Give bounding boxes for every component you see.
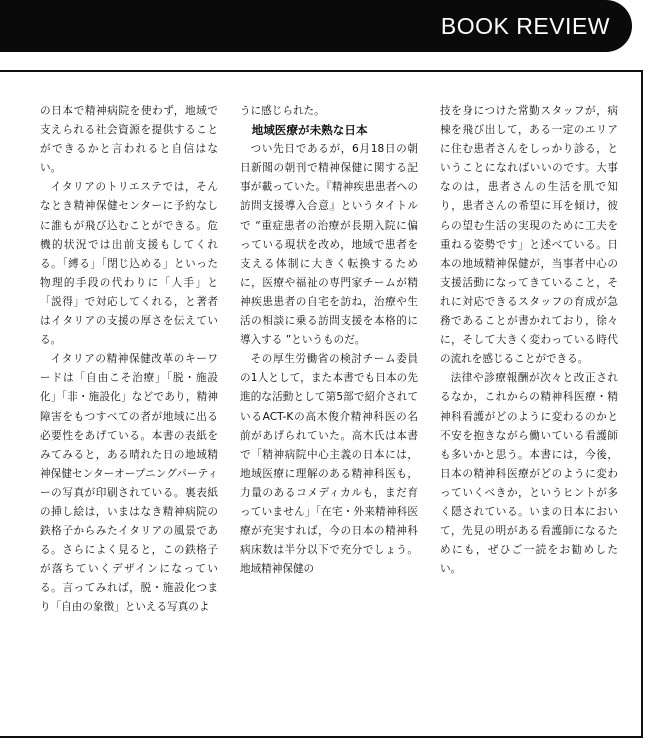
- paragraph: イタリアの精神保健改革のキーワードは「自由こそ治療」「脱・施設化」「非・施設化」などであり，精神障害をもつすべての者が地域に出る必要性をあげている。本書の表紙をみてみると，ある晴れた日の地域精神保健センターオープニングパーティーの写真が印刷されている。裏表紙の挿し絵は，いまはなき精神病院の鉄格子からみたイタリアの風景である。さらによく見ると，この鉄格子が落ちていくデザインになっている。言ってみれば，脱・施設化つまり「自由の象徴」といえる写真のよ: [40, 353, 218, 614]
- text-column-3: [440, 102, 618, 579]
- paragraph: イタリアのトリエステでは，そんなとき精神保健センターに予約なしに誰もが飛び込むことができる。危機的状況では出前支援もしてくれる。「縛る」「閉じ込める」といった物理的手段の代わりに「人手」と「説得」で対応してくれる，と著者はイタリアの支援の厚さを伝えている。: [40, 181, 218, 347]
- paragraph: その厚生労働省の検討チーム委員の1人として，また本書でも日本の先進的な活動として第5部で紹介されているACT-Kの高木俊介精神科医の名前があげられていた。高木氏は本書で「精神病院中心主義の日本には，地域医療に理解のある精神科医も，力量のあるコメディカルも，まだ育っていません」「在宅・外来精神科医療が充実すれば，今の日本の精神科病床数は半分以下で充分でしょう。地域精神保健の: [240, 353, 418, 576]
- section-title: BOOK REVIEW: [440, 13, 610, 39]
- paragraph: 技を身につけた常勤スタッフが，病棟を飛び出して，ある一定のエリアに住む患者さんをしっかり診る，ということになればいいのです。大事なのは，患者さんの生活を肌で知り，患者さんの希望に耳を傾け，彼らの望む生活の実現のために工夫を重ねる姿勢です」と述べている。日本の地域精神保健が，当事者中心の支援活動になってきていること，それに対応できるスタッフの育成が急務であることが書かれており，徐々に，そして大きく変わっている時代の流れを感じることができる。: [440, 105, 618, 366]
- paragraph: うに感じられた。: [240, 105, 325, 117]
- paragraph: つい先日であるが，6月18日の朝日新聞の朝刊で精神保健に関する記事が載っていた。『精神疾患患者への訪問支援導入合意』というタイトルで “重症患者の治療が長期入院に偏っている現状を改め，地域で患者を支える体制に大きく転換するために，医療や福祉の専門家チームが精神疾患患者の自宅を訪ね，治療や生活の相談に乗る訪問支援を本格的に導入する ”というものだ。: [240, 143, 418, 347]
- text-column-2: [240, 102, 418, 579]
- header-bar: [0, 0, 632, 52]
- paragraph: 法律や診療報酬が次々と改正されるなか，これからの精神科医療・精神科看護がどのように変わるのかと不安を抱きながら働いている看護師も多いかと思う。本書には，今後，日本の精神科医療がどのように変わっていくべきか，というヒントが多く隠されている。いまの日本において，先見の明がある看護師になるためにも，ぜひご一読をお勧めしたい。: [440, 372, 618, 576]
- section-subheading: 地域医療が未熟な日本: [251, 123, 368, 138]
- paragraph: の日本で精神病院を使わず，地域で支えられる社会資源を提供することができるかと言われると自信はない。: [40, 105, 218, 175]
- text-column-1: [40, 102, 218, 618]
